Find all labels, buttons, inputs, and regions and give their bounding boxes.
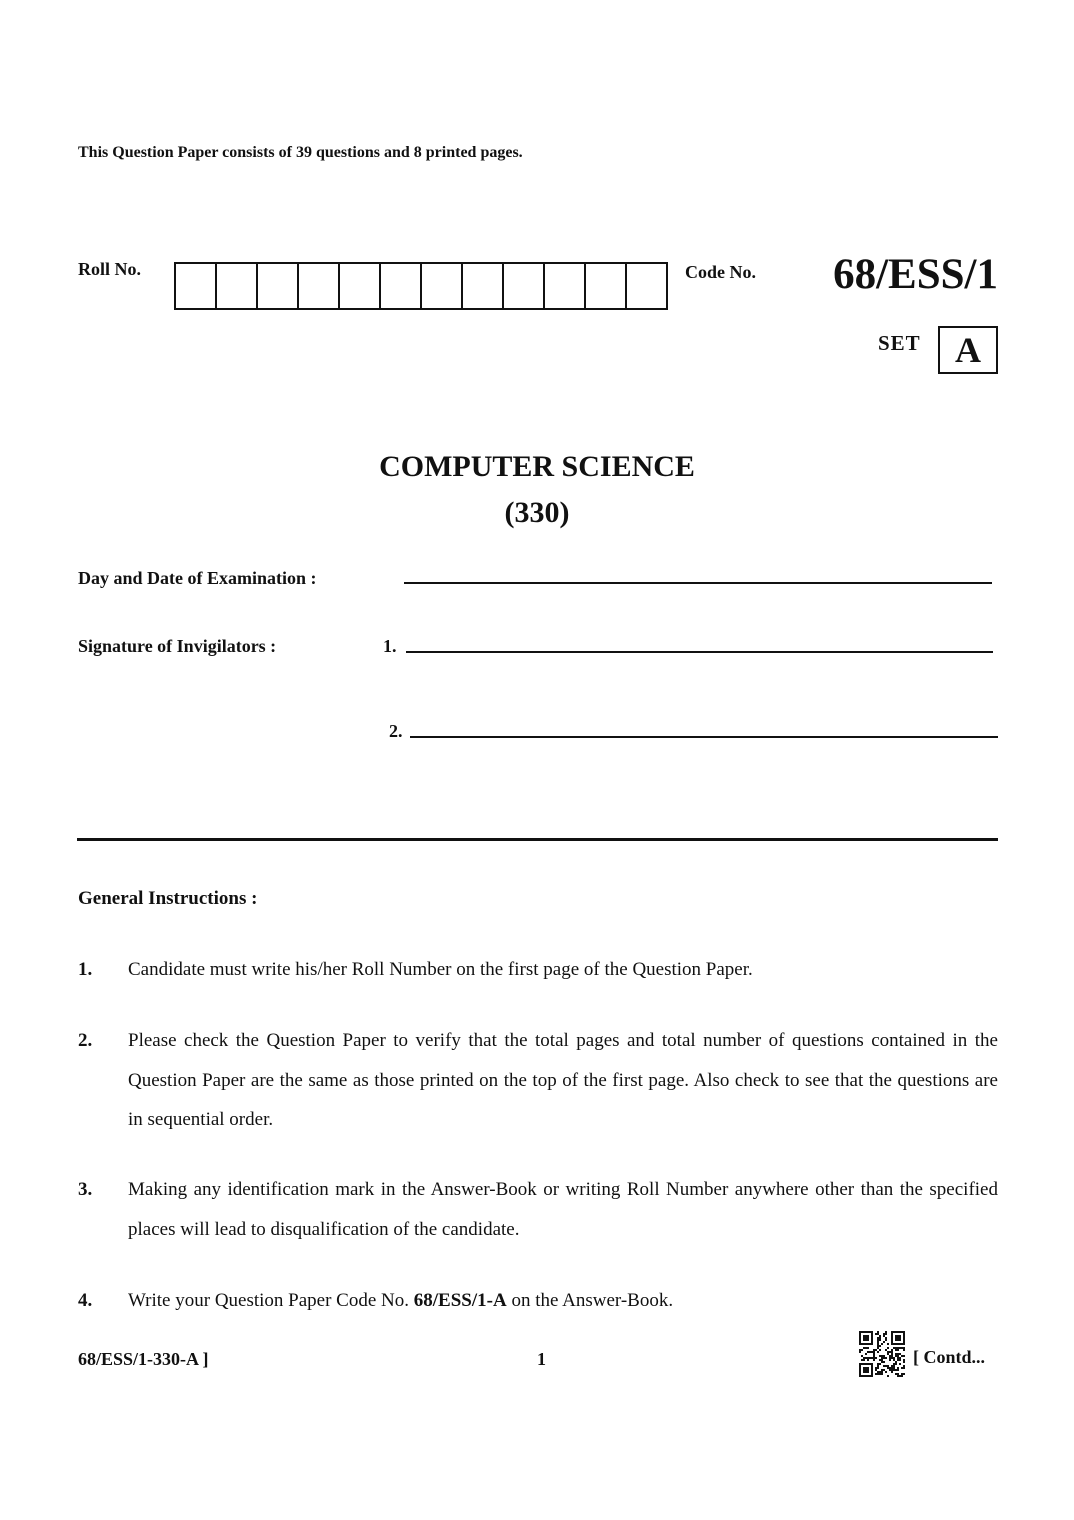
instruction-text-part: on the Answer-Book. — [506, 1290, 674, 1311]
qr-code-icon — [859, 1331, 905, 1377]
roll-number-grid[interactable] — [174, 262, 668, 310]
instructions-heading: General Instructions : — [78, 888, 258, 909]
signature-1-line[interactable] — [406, 651, 993, 653]
instruction-item — [78, 1021, 998, 1140]
roll-number-box[interactable] — [627, 264, 666, 308]
exam-date-line[interactable] — [404, 582, 992, 584]
subject-code: (330) — [504, 496, 570, 529]
page-number: 1 — [537, 1349, 546, 1369]
code-number: 68/ESS/1 — [833, 251, 998, 298]
roll-number-box[interactable] — [176, 264, 217, 308]
roll-number-box[interactable] — [586, 264, 627, 308]
roll-number-box[interactable] — [463, 264, 504, 308]
instruction-item — [78, 1281, 998, 1321]
roll-number-box[interactable] — [422, 264, 463, 308]
footer-paper-code: 68/ESS/1-330-A ] — [78, 1349, 209, 1369]
instruction-text — [128, 1281, 998, 1321]
instruction-number: 2. — [78, 1030, 93, 1051]
paper-summary: This Question Paper consists of 39 questions and 8 printed pages. — [78, 144, 523, 161]
roll-number-box[interactable] — [504, 264, 545, 308]
subject-title: COMPUTER SCIENCE — [379, 450, 695, 483]
instruction-text-part: Write your Question Paper Code No. — [128, 1290, 414, 1311]
signature-2-line[interactable] — [410, 736, 998, 738]
signature-2-number: 2. — [389, 721, 403, 741]
instruction-number: 1. — [78, 959, 93, 980]
code-number-label: Code No. — [685, 262, 756, 282]
instruction-text: Please check the Question Paper to verify that the total pages and total number of questions contained in the Question Paper are the same as those printed on the top of the first page. Also check to see that the questions are in sequential order. — [128, 1030, 998, 1130]
roll-number-box[interactable] — [299, 264, 340, 308]
roll-number-label: Roll No. — [78, 259, 141, 279]
instruction-number: 3. — [78, 1179, 93, 1200]
roll-number-box[interactable] — [545, 264, 586, 308]
answer-book-code: 68/ESS/1-A — [413, 1290, 507, 1311]
instruction-text: Candidate must write his/her Roll Number on the first page of the Question Paper. — [128, 959, 753, 980]
instruction-item — [78, 1170, 998, 1249]
roll-number-box[interactable] — [381, 264, 422, 308]
instruction-item — [78, 950, 998, 990]
roll-number-box[interactable] — [258, 264, 299, 308]
section-divider — [77, 838, 998, 841]
invigilator-signature-label: Signature of Invigilators : — [78, 636, 277, 656]
exam-date-label: Day and Date of Examination : — [78, 568, 317, 588]
set-value-box: A — [938, 326, 998, 374]
set-label: SET — [878, 331, 921, 355]
roll-number-box[interactable] — [217, 264, 258, 308]
instruction-text: Making any identification mark in the Answer-Book or writing Roll Number anywhere other than the specified places will lead to disqualification of the candidate. — [128, 1179, 998, 1240]
roll-number-box[interactable] — [340, 264, 381, 308]
continued-label: [ Contd... — [913, 1347, 986, 1367]
instruction-number: 4. — [78, 1290, 93, 1311]
signature-1-number: 1. — [383, 636, 397, 656]
